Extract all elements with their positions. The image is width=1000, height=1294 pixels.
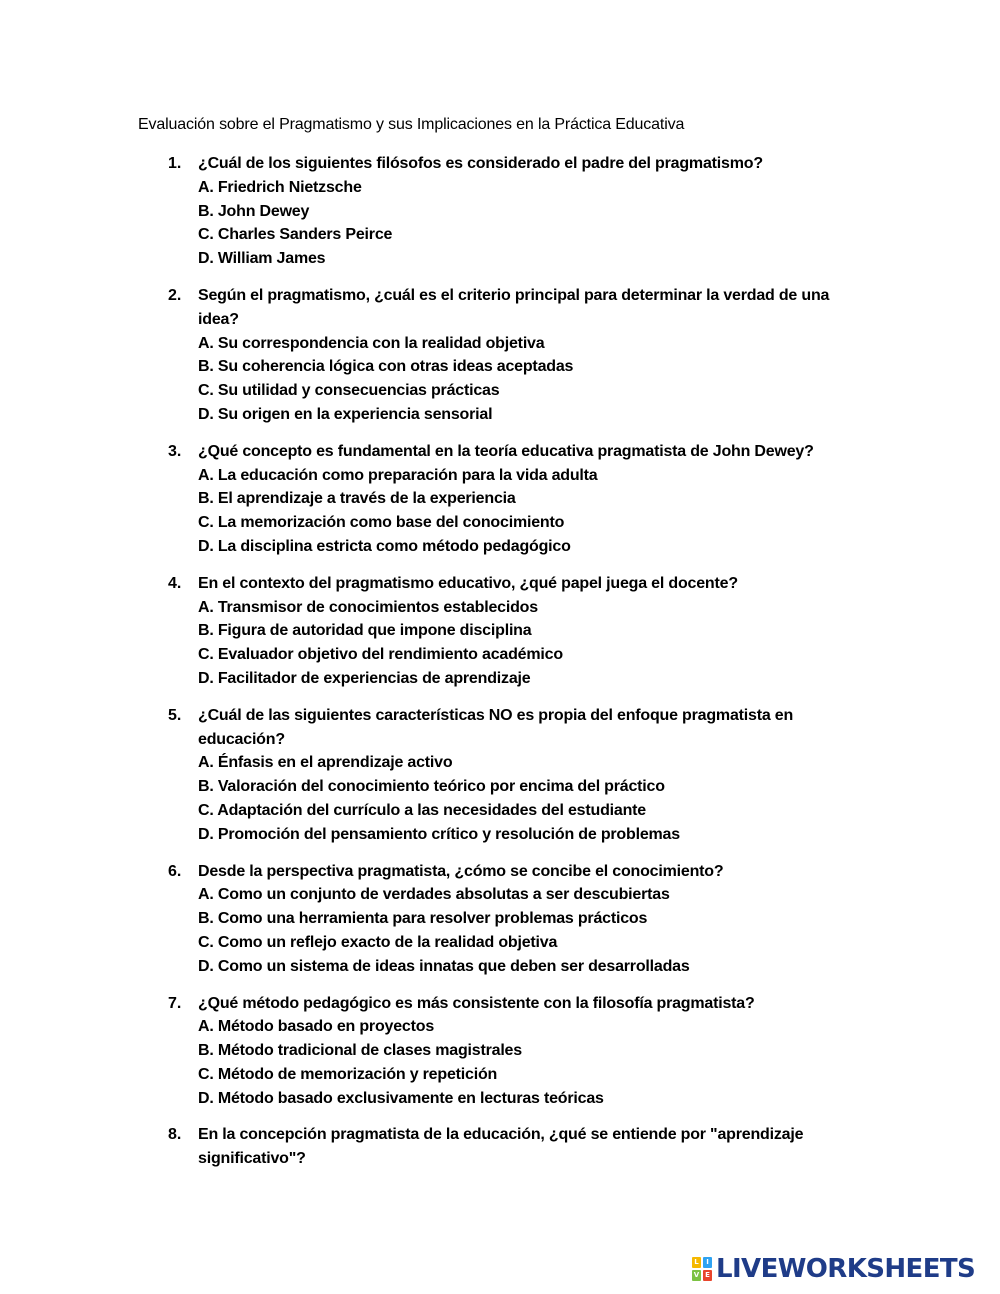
question-item [0, 572, 1000, 691]
question-list [0, 152, 1000, 1184]
logo-tile: L [692, 1257, 701, 1268]
answer-option: C. Charles Sanders Peirce [198, 226, 393, 244]
page-title: Evaluación sobre el Pragmatismo y sus Implicaciones en la Práctica Educativa [138, 116, 685, 133]
question-number: 6. [168, 862, 182, 880]
question-number: 4. [168, 574, 182, 592]
answer-option: A. Su correspondencia con la realidad objetiva [198, 334, 545, 352]
answer-option: C. La memorización como base del conocimiento [198, 514, 565, 532]
logo-wordmark: LIVEWORKSHEETS [716, 1254, 976, 1284]
answer-option: A. Friedrich Nietzsche [198, 178, 362, 196]
question-text: En el contexto del pragmatismo educativo, ¿qué papel juega el docente? [198, 574, 738, 592]
question-text: ¿Cuál de los siguientes filósofos es considerado el padre del pragmatismo? [198, 155, 763, 172]
question-item [0, 1123, 1000, 1171]
answer-option: D. Promoción del pensamiento crítico y resolución de problemas [198, 825, 680, 843]
question-item [0, 152, 1000, 271]
question-body [198, 440, 838, 559]
question-item [0, 440, 1000, 559]
question-text: En la concepción pragmatista de la educación, ¿qué se entiende por "aprendizaje significativo"? [198, 1126, 804, 1168]
logo-tile: V [693, 1271, 700, 1279]
logo-mark-icon [692, 1257, 712, 1281]
question-text: Desde la perspectiva pragmatista, ¿cómo se concibe el conocimiento? [198, 862, 724, 880]
question-number: 2. [168, 286, 182, 304]
question-body [198, 572, 838, 691]
question-number: 5. [168, 706, 182, 724]
question-item [0, 704, 1000, 847]
answer-option: D. La disciplina estricta como método pedagógico [198, 537, 571, 555]
answer-option: D. Método basado exclusivamente en lecturas teóricas [198, 1089, 604, 1107]
answer-option: B. Su coherencia lógica con otras ideas aceptadas [198, 358, 574, 376]
question-body [198, 284, 838, 427]
question-text: Según el pragmatismo, ¿cuál es el criterio principal para determinar la verdad de una idea? [198, 286, 830, 328]
liveworksheets-logo [692, 1254, 975, 1284]
answer-option: A. Transmisor de conocimientos establecidos [198, 598, 538, 616]
answer-option: B. Método tradicional de clases magistrales [198, 1042, 522, 1060]
question-item [0, 992, 1000, 1111]
logo-tile: E [703, 1270, 712, 1281]
logo-tile: I [703, 1257, 712, 1268]
question-body [198, 152, 838, 271]
answer-option: C. Adaptación del currículo a las necesidades del estudiante [198, 801, 646, 819]
question-number: 8. [168, 1126, 182, 1144]
answer-option: C. Su utilidad y consecuencias prácticas [198, 382, 500, 400]
answer-option: A. Como un conjunto de verdades absolutas a ser descubiertas [198, 886, 670, 904]
answer-option: D. Facilitador de experiencias de aprendizaje [198, 669, 531, 687]
question-body [198, 1123, 838, 1171]
question-text: ¿Qué concepto es fundamental en la teoría educativa pragmatista de John Dewey? [198, 442, 814, 460]
answer-option: D. Como un sistema de ideas innatas que deben ser desarrolladas [198, 957, 690, 975]
answer-option: A. La educación como preparación para la vida adulta [198, 466, 598, 484]
answer-option: D. William James [198, 250, 326, 268]
answer-option: B. Figura de autoridad que impone disciplina [198, 622, 532, 640]
answer-option: B. El aprendizaje a través de la experiencia [198, 490, 516, 508]
question-item [0, 284, 1000, 427]
question-body [198, 860, 838, 979]
question-text: ¿Cuál de las siguientes características NO es propia del enfoque pragmatista en educación? [198, 706, 794, 748]
answer-option: D. Su origen en la experiencia sensorial [198, 405, 493, 423]
question-number: 7. [168, 994, 182, 1012]
answer-option: C. Método de memorización y repetición [198, 1065, 498, 1083]
answer-option: A. Énfasis en el aprendizaje activo [198, 754, 453, 772]
answer-option: B. Valoración del conocimiento teórico por encima del práctico [198, 778, 665, 796]
question-item [0, 860, 1000, 979]
question-number: 3. [168, 442, 182, 460]
answer-option: A. Método basado en proyectos [198, 1018, 435, 1036]
question-text: ¿Qué método pedagógico es más consistente con la filosofía pragmatista? [198, 994, 755, 1012]
answer-option: B. John Dewey [198, 202, 310, 220]
answer-option: B. Como una herramienta para resolver problemas prácticos [198, 910, 648, 928]
answer-option: C. Como un reflejo exacto de la realidad objetiva [198, 933, 558, 951]
question-number: 1. [168, 155, 182, 172]
question-body [198, 704, 838, 847]
answer-option: C. Evaluador objetivo del rendimiento académico [198, 646, 563, 664]
question-body [198, 992, 838, 1111]
